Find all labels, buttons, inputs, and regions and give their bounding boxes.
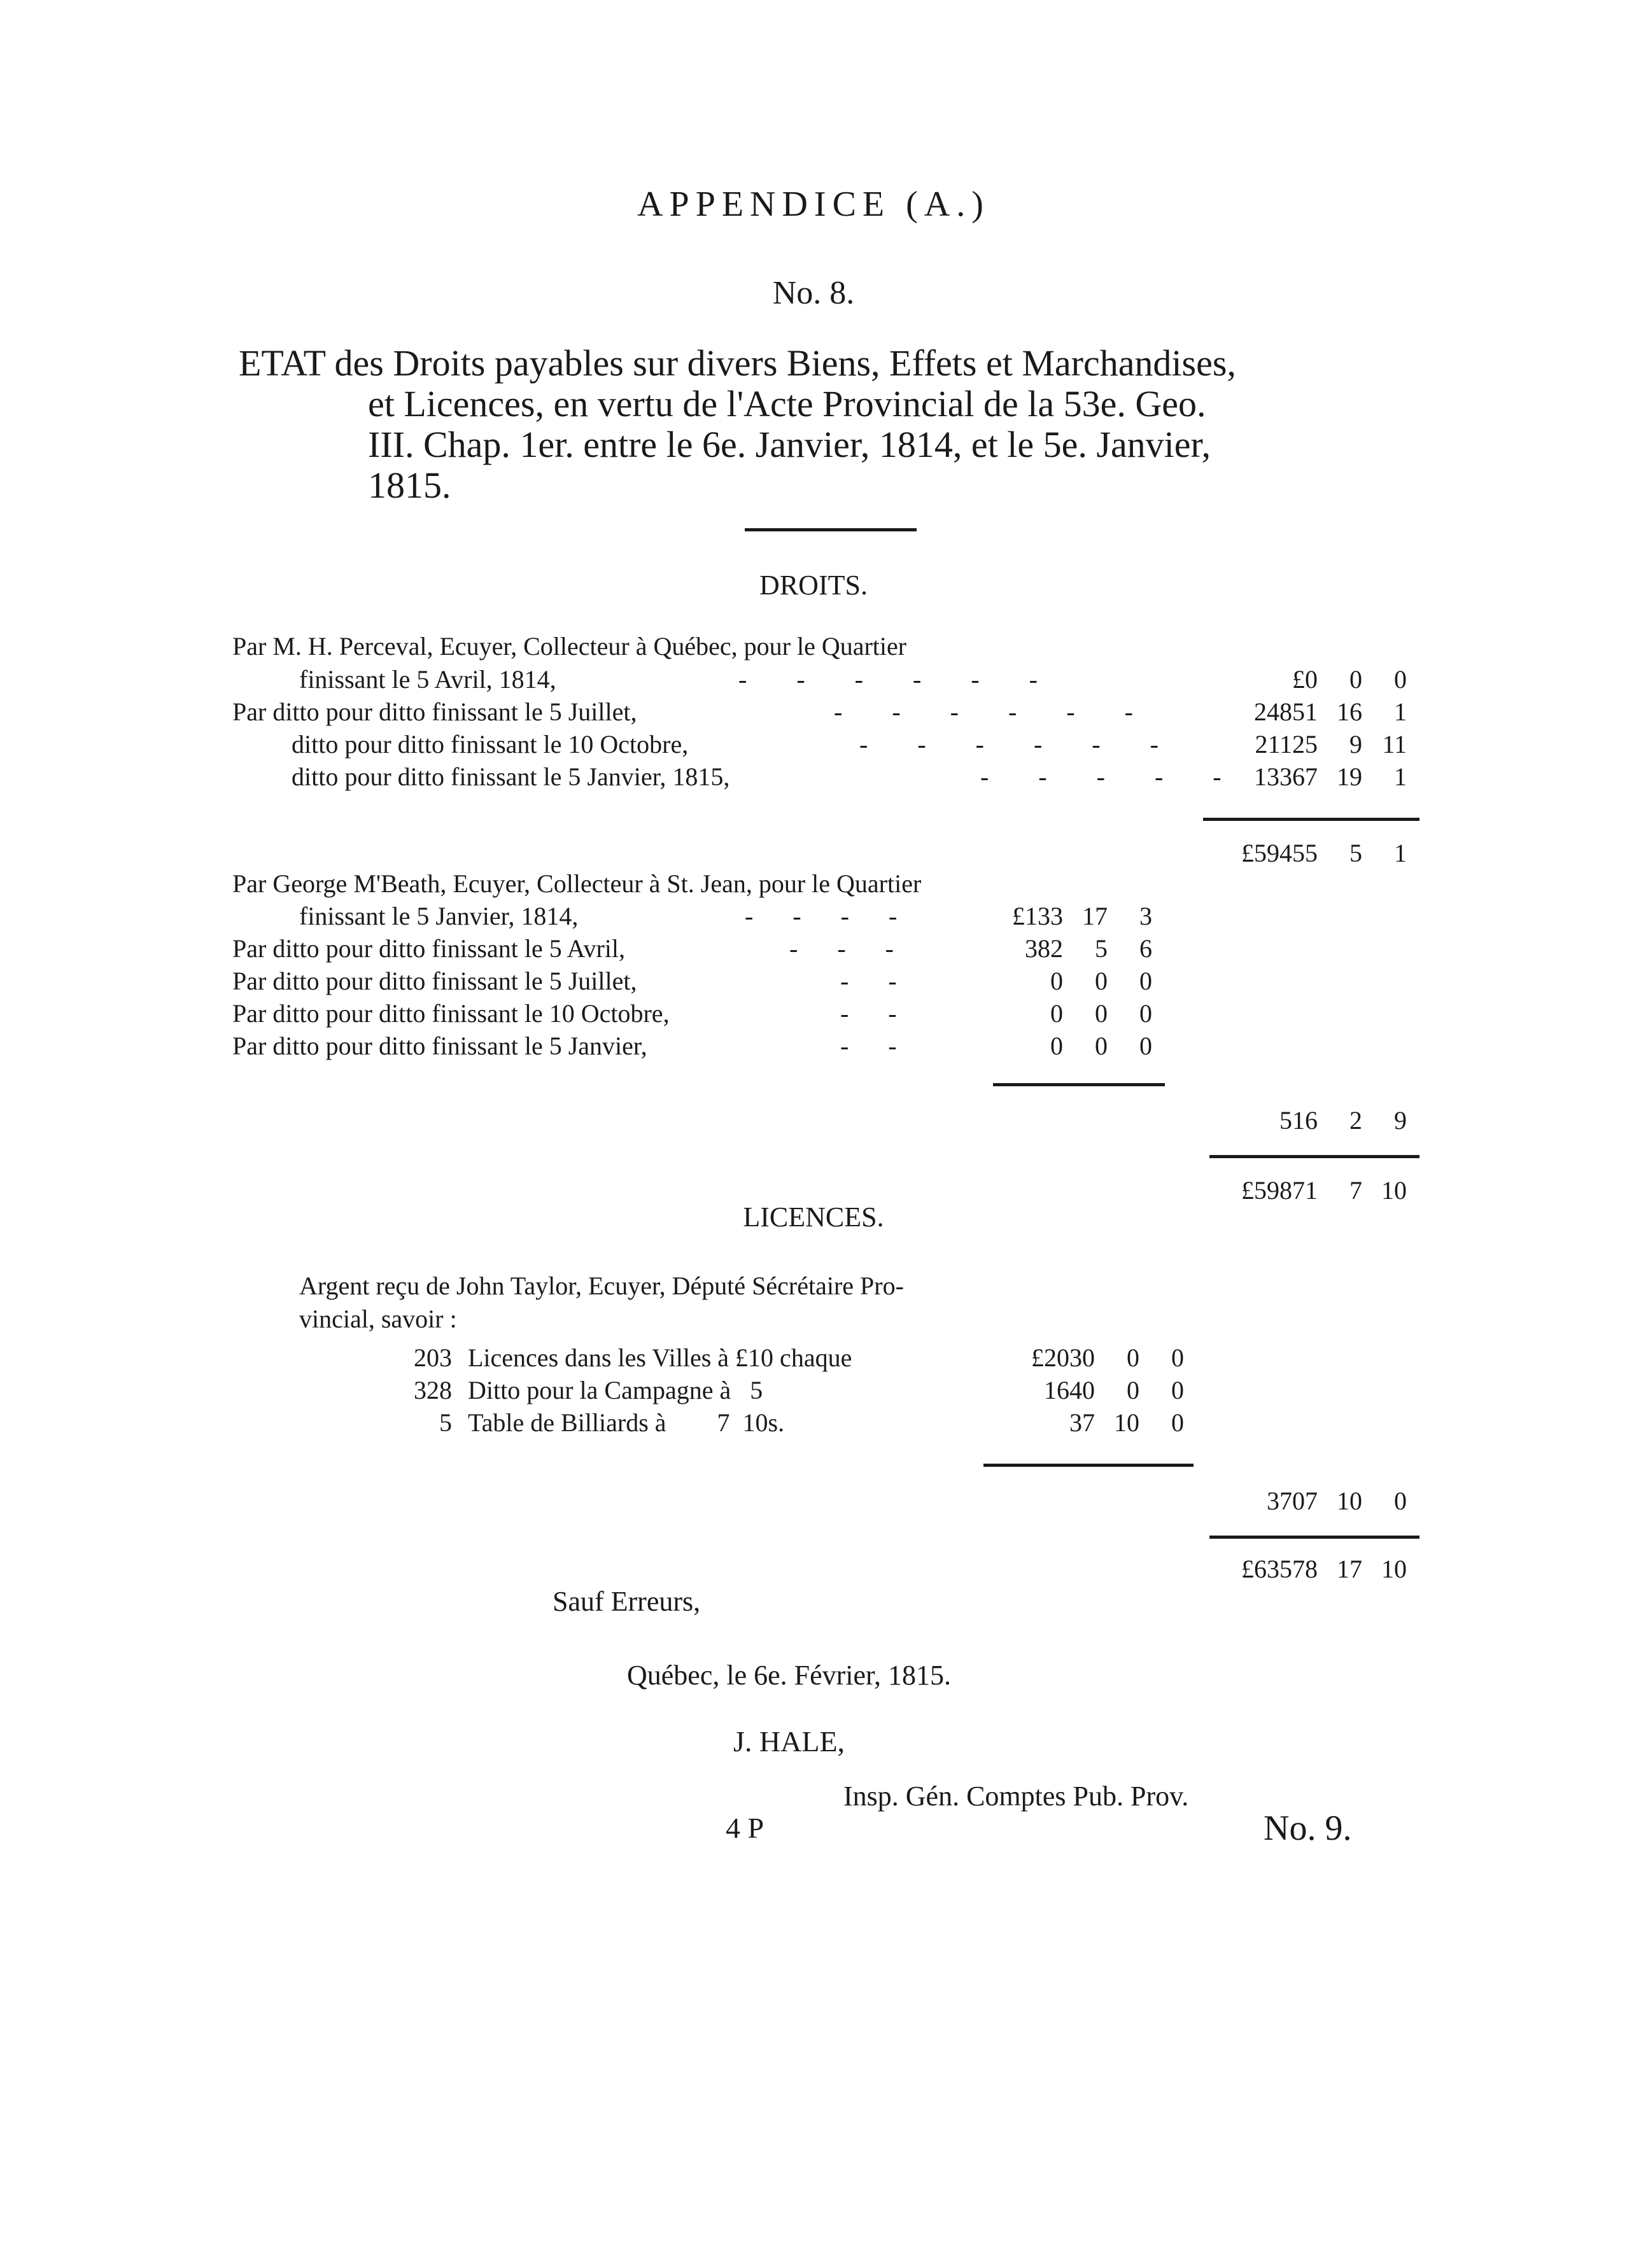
row-label: finissant le 5 Avril, 1814, [299, 665, 556, 694]
amount-pence: 0 [1171, 1376, 1184, 1404]
licence-description: Ditto pour la Campagne à 5 [468, 1376, 763, 1404]
title-divider [745, 528, 917, 531]
row-dashes: - - - - - - [834, 697, 1155, 726]
amount-pounds: 21125 [1255, 730, 1318, 759]
amount-pence: 11 [1382, 730, 1407, 759]
amount-shillings: 0 [1127, 1343, 1139, 1372]
row-label: ditto pour ditto finissant le 5 Janvier, 1815, [292, 762, 730, 791]
amount-shillings: 0 [1095, 967, 1108, 995]
final-total-rule [1209, 1536, 1419, 1539]
row-label: finissant le 5 Janvier, 1814, [299, 902, 579, 930]
total-shillings: 17 [1337, 1555, 1362, 1583]
amount-pence: 6 [1139, 934, 1152, 963]
row-dashes: - - [840, 1032, 913, 1060]
amount-pounds: £133 [1012, 902, 1063, 930]
row-dashes: - - [840, 967, 913, 995]
mcbeath-subtotal-rule [993, 1083, 1165, 1086]
amount-pounds: £0 [1292, 665, 1318, 694]
total-pence: 1 [1394, 839, 1407, 867]
amount-pence: 0 [1394, 665, 1407, 694]
subtotal-pounds: 516 [1279, 1106, 1318, 1135]
total-shillings: 7 [1349, 1176, 1362, 1205]
place-and-date: Québec, le 6e. Février, 1815. [627, 1660, 951, 1691]
licences-intro-1: Argent reçu de John Taylor, Ecuyer, Député Sécrétaire Pro- [299, 1271, 904, 1300]
amount-shillings: 0 [1095, 1032, 1108, 1060]
total-pounds: £59871 [1241, 1176, 1318, 1205]
amount-shillings: 0 [1095, 999, 1108, 1028]
amount-pence: 0 [1139, 1032, 1152, 1060]
amount-pence: 0 [1171, 1343, 1184, 1372]
row-label: Par ditto pour ditto finissant le 5 Juillet, [232, 697, 637, 726]
amount-pounds: 37 [1069, 1408, 1095, 1437]
row-dashes: - - - [789, 934, 910, 963]
licences-heading: LICENCES. [743, 1201, 884, 1233]
amount-pence: 0 [1139, 967, 1152, 995]
document-number: No. 8. [772, 275, 855, 311]
total-shillings: 10 [1337, 1487, 1362, 1515]
amount-pence: 0 [1171, 1408, 1184, 1437]
total-pounds: £59455 [1241, 839, 1318, 867]
amount-shillings: 10 [1114, 1408, 1139, 1437]
amount-shillings: 5 [1095, 934, 1108, 963]
total-pence: 0 [1394, 1487, 1407, 1515]
row-dashes: - - - - - - [859, 730, 1180, 759]
amount-pounds: 0 [1050, 999, 1063, 1028]
row-dashes: - - [840, 999, 913, 1028]
total-pence: 10 [1381, 1176, 1407, 1205]
amount-shillings: 16 [1337, 697, 1362, 726]
etat-line-2: et Licences, en vertu de l'Acte Provincial de la 53e. Geo. [368, 383, 1206, 424]
amount-shillings: 19 [1337, 762, 1362, 791]
amount-pence: 3 [1139, 902, 1152, 930]
droits-total-rule [1209, 1155, 1419, 1158]
subtotal-shillings: 2 [1349, 1106, 1362, 1135]
next-number: No. 9. [1264, 1809, 1352, 1848]
signature-name: J. HALE, [733, 1725, 845, 1758]
licence-description: Table de Billiards à 7 10s. [468, 1408, 785, 1437]
licence-count: 328 [414, 1376, 452, 1404]
row-dashes: - - - - - - [738, 665, 1059, 694]
amount-pence: 1 [1394, 697, 1407, 726]
total-pence: 10 [1381, 1555, 1407, 1583]
licence-count: 5 [439, 1408, 452, 1437]
signature-title: Insp. Gén. Comptes Pub. Prov. [843, 1781, 1189, 1812]
sheet-signature: 4 P [726, 1812, 764, 1844]
row-dashes: - - - - [745, 902, 914, 930]
amount-pounds: 382 [1025, 934, 1063, 963]
amount-shillings: 17 [1082, 902, 1108, 930]
etat-line-1: ETAT des Droits payables sur divers Biens, Effets et Marchandises, [239, 342, 1236, 384]
etat-line-4: 1815. [368, 465, 451, 506]
row-label: Par ditto pour ditto finissant le 5 Avril, [232, 934, 625, 963]
row-label: Par ditto pour ditto finissant le 10 Octobre, [232, 999, 670, 1028]
sauf-erreurs: Sauf Erreurs, [553, 1586, 701, 1617]
row-label: ditto pour ditto finissant le 10 Octobre, [292, 730, 689, 759]
amount-pounds: 0 [1050, 1032, 1063, 1060]
amount-shillings: 0 [1349, 665, 1362, 694]
licences-subtotal-rule [983, 1464, 1194, 1467]
amount-pounds: 1640 [1044, 1376, 1095, 1404]
subtotal-pence: 9 [1394, 1106, 1407, 1135]
perceval-total-rule [1203, 818, 1419, 821]
amount-pounds: 13367 [1254, 762, 1318, 791]
total-pounds: 3707 [1267, 1487, 1318, 1515]
row-label: Par ditto pour ditto finissant le 5 Juillet, [232, 967, 637, 995]
licence-count: 203 [414, 1343, 452, 1372]
total-shillings: 5 [1349, 839, 1362, 867]
amount-pence: 1 [1394, 762, 1407, 791]
mcbeath-intro: Par George M'Beath, Ecuyer, Collecteur à St. Jean, pour le Quartier [232, 869, 922, 898]
amount-pounds: 0 [1050, 967, 1063, 995]
licences-intro-2: vincial, savoir : [299, 1305, 457, 1333]
amount-shillings: 9 [1349, 730, 1362, 759]
perceval-intro: Par M. H. Perceval, Ecuyer, Collecteur à Québec, pour le Quartier [232, 632, 907, 661]
amount-pounds: £2030 [1031, 1343, 1095, 1372]
appendix-title: APPENDICE (A.) [637, 185, 990, 224]
total-pounds: £63578 [1241, 1555, 1318, 1583]
droits-heading: DROITS. [759, 570, 868, 601]
amount-pence: 0 [1139, 999, 1152, 1028]
amount-pounds: 24851 [1254, 697, 1318, 726]
etat-line-3: III. Chap. 1er. entre le 6e. Janvier, 1814, et le 5e. Janvier, [368, 424, 1211, 465]
licence-description: Licences dans les Villes à £10 chaque [468, 1343, 852, 1372]
row-dashes: - - - - - [980, 762, 1243, 791]
amount-shillings: 0 [1127, 1376, 1139, 1404]
row-label: Par ditto pour ditto finissant le 5 Janvier, [232, 1032, 647, 1060]
